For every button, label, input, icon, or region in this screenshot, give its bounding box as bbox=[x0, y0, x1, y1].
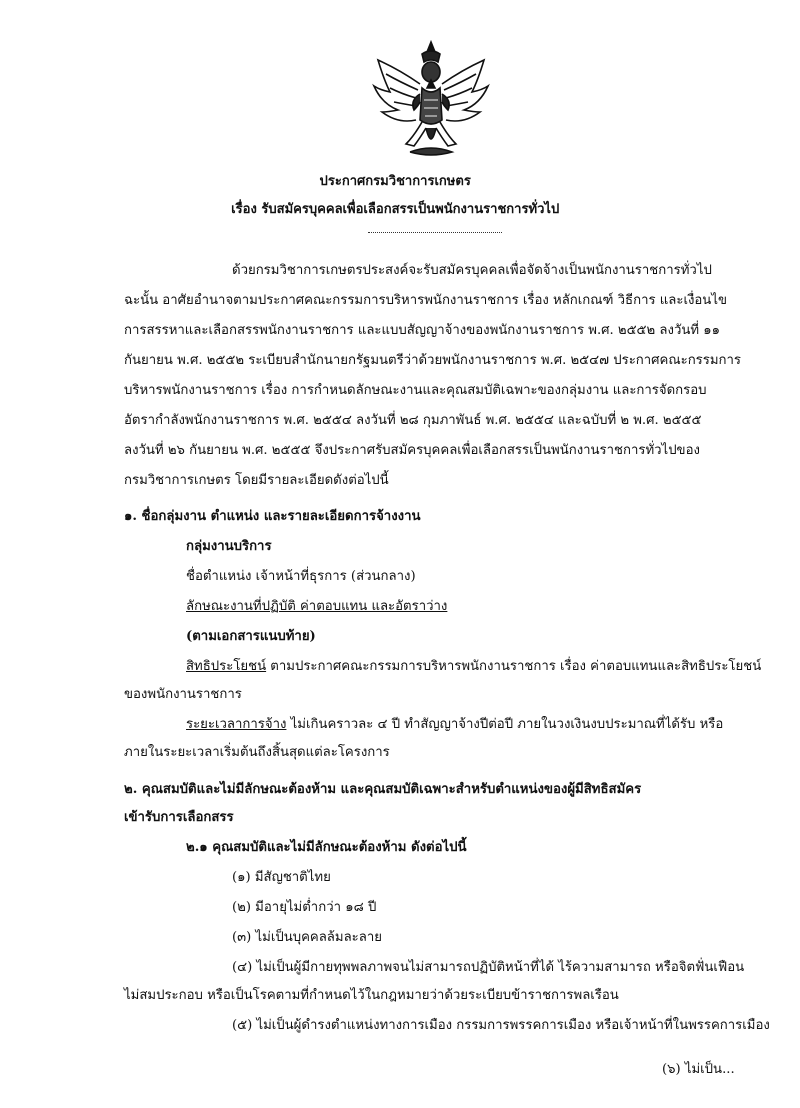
term-line bbox=[186, 715, 723, 735]
intro-line: บริหารพนักงานราชการ เรื่อง การกำหนดลักษณะงานและคุณสมบัติเฉพาะของกลุ่มงาน และการจัดกรอบ bbox=[124, 383, 707, 398]
announcement-subject: เรื่อง รับสมัครบุคคลเพื่อเลือกสรรเป็นพนักงานราชการทั่วไป bbox=[231, 202, 560, 217]
qualification-item: (๑) มีสัญชาติไทย bbox=[232, 870, 331, 885]
qualification-item: (๓) ไม่เป็นบุคคลล้มละลาย bbox=[232, 930, 382, 945]
continued-marker: (๖) ไม่เป็น... bbox=[662, 1062, 735, 1077]
benefits-text-cont: ของพนักงานราชการ bbox=[124, 687, 242, 702]
intro-line: ฉะนั้น อาศัยอำนาจตามประกาศคณะกรรมการบริหารพนักงานราชการ เรื่อง หลักเกณฑ์ วิธีการ และเงื่อนไข bbox=[124, 293, 727, 308]
section-2-1-heading: ๒.๑ คุณสมบัติและไม่มีลักษณะต้องห้าม ดังต่อไปนี้ bbox=[186, 840, 467, 855]
title-divider bbox=[368, 232, 502, 233]
position-name: ชื่อตำแหน่ง เจ้าหน้าที่ธุรการ (ส่วนกลาง) bbox=[186, 569, 416, 584]
qualification-item: (๕) ไม่เป็นผู้ดำรงตำแหน่งทางการเมือง กรรมการพรรคการเมือง หรือเจ้าหน้าที่ในพรรคการเมือง bbox=[232, 1018, 770, 1033]
qualification-item-cont: ไม่สมประกอบ หรือเป็นโรคตามที่กำหนดไว้ในกฎหมายว่าด้วยระเบียบข้าราชการพลเรือน bbox=[124, 988, 619, 1003]
section-2-heading-cont: เข้ารับการเลือกสรร bbox=[124, 810, 234, 825]
qualification-item: (๔) ไม่เป็นผู้มีกายทุพพลภาพจนไม่สามารถปฏิบัติหน้าที่ได้ ไร้ความสามารถ หรือจิตฟั่นเฟือน bbox=[232, 960, 745, 975]
duties-compensation-label: ลักษณะงานที่ปฏิบัติ ค่าตอบแทน และอัตราว่าง bbox=[186, 599, 448, 614]
intro-line: การสรรหาและเลือกสรรพนักงานราชการ และแบบสัญญาจ้างของพนักงานราชการ พ.ศ. ๒๕๕๒ ลงวันที่ ๑๑ bbox=[124, 323, 720, 338]
intro-line: อัตรากำลังพนักงานราชการ พ.ศ. ๒๕๕๔ ลงวันที่ ๒๘ กุมภาพันธ์ พ.ศ. ๒๕๕๔ และฉบับที่ ๒ พ.ศ. ๒๕๕๕ bbox=[124, 413, 702, 428]
intro-line: กรมวิชาการเกษตร โดยมีรายละเอียดดังต่อไปนี้ bbox=[124, 473, 389, 488]
benefits-text: ตามประกาศคณะกรรมการบริหารพนักงานราชการ เรื่อง ค่าตอบแทนและสิทธิประโยชน์ bbox=[266, 659, 762, 674]
attachment-note: (ตามเอกสารแนบท้าย) bbox=[186, 629, 316, 644]
term-text-cont: ภายในระยะเวลาเริ่มต้นถึงสิ้นสุดแต่ละโครงการ bbox=[124, 745, 390, 760]
intro-line: ด้วยกรมวิชาการเกษตรประสงค์จะรับสมัครบุคคลเพื่อจัดจ้างเป็นพนักงานราชการทั่วไป bbox=[232, 263, 712, 278]
work-group: กลุ่มงานบริการ bbox=[186, 539, 272, 554]
term-text: ไม่เกินคราวละ ๔ ปี ทำสัญญาจ้างปีต่อปี ภายในวงเงินงบประมาณที่ได้รับ หรือ bbox=[286, 717, 724, 732]
benefits-line bbox=[186, 657, 761, 677]
intro-line: ลงวันที่ ๒๖ กันยายน พ.ศ. ๒๕๕๕ จึงประกาศรับสมัครบุคคลเพื่อเลือกสรรเป็นพนักงานราชการทั่วไปของ bbox=[124, 443, 700, 458]
announcement-title: ประกาศกรมวิชาการเกษตร bbox=[319, 174, 471, 189]
section-2-heading: ๒. คุณสมบัติและไม่มีลักษณะต้องห้าม และคุณสมบัติเฉพาะสำหรับตำแหน่งของผู้มีสิทธิสมัคร bbox=[124, 782, 642, 797]
benefits-label: สิทธิประโยชน์ bbox=[186, 659, 267, 674]
intro-line: กันยายน พ.ศ. ๒๕๕๒ ระเบียบสำนักนายกรัฐมนตรีว่าด้วยพนักงานราชการ พ.ศ. ๒๕๔๗ ประกาศคณะกรรมการ bbox=[124, 353, 742, 368]
qualification-item: (๒) มีอายุไม่ต่ำกว่า ๑๘ ปี bbox=[232, 900, 377, 915]
garuda-emblem bbox=[370, 40, 492, 160]
section-1-heading: ๑. ชื่อกลุ่มงาน ตำแหน่ง และรายละเอียดการจ้างงาน bbox=[124, 509, 421, 524]
term-label: ระยะเวลาการจ้าง bbox=[186, 717, 287, 732]
